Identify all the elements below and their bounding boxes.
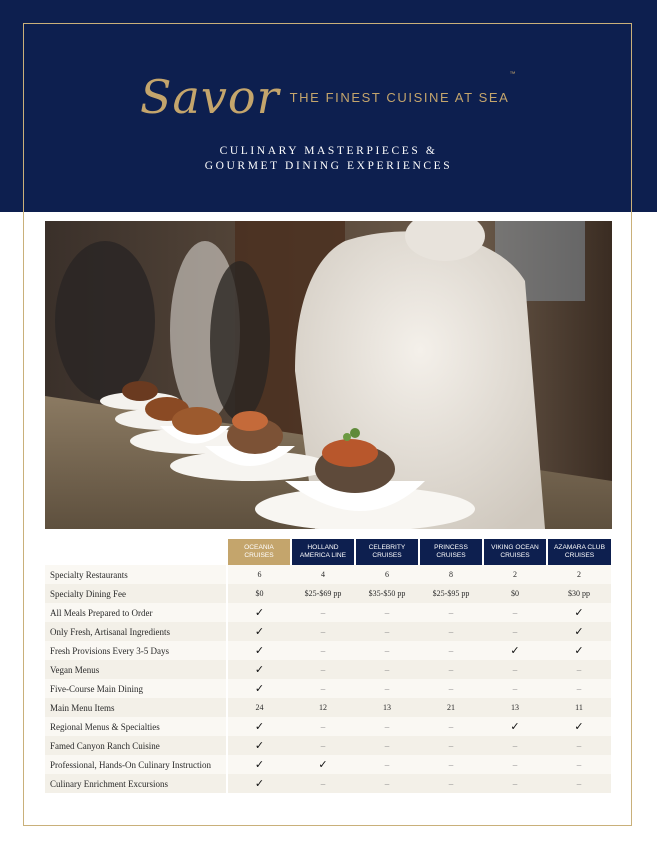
table-cell [483,565,547,584]
table-cell [355,774,419,793]
table-cell [355,584,419,603]
column-header-line2: CRUISES [372,552,402,559]
table-cell [227,641,291,660]
row-label: Vegan Menus [45,660,227,679]
checkmark-icon: ✓ [254,606,265,619]
row-label: Specialty Restaurants [45,565,227,584]
dash-mark: – [448,645,454,656]
chef-plating-illustration [45,221,612,529]
table-cell [355,736,419,755]
dash-mark: – [320,645,326,656]
column-header-line1: CELEBRITY [368,544,406,551]
table-cell [483,774,547,793]
dash-mark: – [320,607,326,618]
cell-value: 24 [255,703,264,712]
cell-value: 4 [321,570,325,579]
dash-mark: – [576,664,582,675]
cell-value: 11 [575,703,583,712]
dash-mark: – [512,740,518,751]
subtitle-line-2: GOURMET DINING EXPERIENCES [204,160,453,172]
checkmark-icon: ✓ [254,739,265,752]
dash-mark: – [448,721,454,732]
cell-value: $0 [511,589,519,598]
table-cell [419,774,483,793]
dash-mark: – [576,740,582,751]
column-header [547,539,611,565]
table-cell [291,679,355,698]
column-header-line2: CRUISES [500,552,530,559]
table-cell [547,584,611,603]
dash-mark: – [448,759,454,770]
table-cell [419,603,483,622]
column-header-line2: CRUISES [436,552,466,559]
dash-mark: – [448,683,454,694]
table-cell [419,641,483,660]
table-cell [547,641,611,660]
checkmark-icon: ✓ [510,720,520,733]
table-cell [227,660,291,679]
tagline-text: THE FINEST CUISINE AT SEA [289,89,510,105]
dash-mark: – [320,778,326,789]
table-cell [419,698,483,717]
dash-mark: – [384,683,390,694]
checkmark-icon: ✓ [254,663,265,676]
dash-mark: – [448,664,454,675]
checkmark-icon: ✓ [510,644,520,657]
checkmark-icon: ✓ [574,720,584,733]
table-cell [547,755,611,774]
table-cell [419,679,483,698]
cell-value: 21 [447,703,455,712]
table-cell [419,584,483,603]
dash-mark: – [384,664,390,675]
table-cell [547,565,611,584]
column-header-line1: HOLLAND [307,544,339,551]
row-label: All Meals Prepared to Order [45,603,227,622]
column-header-line1: PRINCESS [434,544,468,551]
table-cell [483,660,547,679]
column-header [419,539,483,565]
table-cell [355,698,419,717]
column-header-line2: CRUISES [244,552,274,559]
table-cell [355,622,419,641]
dash-mark: – [320,721,326,732]
dash-mark: – [512,664,518,675]
checkmark-icon: ✓ [254,682,265,695]
table-cell [547,622,611,641]
table-cell [227,679,291,698]
table-cell [227,755,291,774]
dash-mark: – [448,778,454,789]
table-row [45,641,611,660]
checkmark-icon: ✓ [254,644,265,657]
table-cell [419,717,483,736]
dash-mark: – [576,759,582,770]
table-cell [355,565,419,584]
cell-value: $30 pp [568,589,590,598]
dash-mark: – [512,607,518,618]
brand-lockup [0,70,657,124]
table-cell [227,622,291,641]
dash-mark: – [384,645,390,656]
subtitle-line-1: CULINARY MASTERPIECES & [219,145,438,157]
table-cell [227,565,291,584]
table-cell [547,603,611,622]
table-cell [547,679,611,698]
dash-mark: – [448,607,454,618]
cell-value: $25-$95 pp [432,589,470,598]
checkmark-icon: ✓ [254,720,265,733]
table-cell [483,679,547,698]
dash-mark: – [512,778,518,789]
brand-tagline [289,70,518,105]
table-body [45,565,611,793]
table-cell [483,641,547,660]
table-cell [483,584,547,603]
dash-mark: – [384,721,390,732]
row-label: Professional, Hands-On Culinary Instruction [45,755,227,774]
table-cell [355,717,419,736]
checkmark-icon: ✓ [318,758,328,771]
header-blank-cell [45,539,227,565]
table-cell [547,660,611,679]
cruise-comparison-table [45,539,611,793]
table-cell [291,584,355,603]
cell-value: 8 [449,570,453,579]
checkmark-icon: ✓ [254,625,265,638]
dash-mark: – [512,759,518,770]
row-label: Main Menu Items [45,698,227,717]
table-cell [355,679,419,698]
trademark-symbol: ™ [509,70,518,77]
cell-value: $35-$50 pp [368,589,406,598]
column-header [483,539,547,565]
table-cell [227,584,291,603]
table-cell [291,717,355,736]
table-cell [227,774,291,793]
column-header-line1: VIKING OCEAN [491,544,539,551]
dash-mark: – [576,778,582,789]
table-row [45,660,611,679]
dash-mark: – [320,740,326,751]
table-row [45,622,611,641]
column-header-line2: CRUISES [564,552,595,559]
cell-value: 6 [385,570,389,579]
cell-value: 2 [577,570,581,579]
column-header [291,539,355,565]
table-cell [291,641,355,660]
column-header-line2: AMERICA LINE [299,552,347,559]
page-subtitle [0,144,657,174]
table-cell [419,660,483,679]
table-cell [291,603,355,622]
table-row [45,755,611,774]
table-cell [291,565,355,584]
table-row [45,736,611,755]
dash-mark: – [384,759,390,770]
table-cell [483,622,547,641]
checkmark-icon: ✓ [574,625,584,638]
dash-mark: – [320,626,326,637]
dash-mark: – [384,740,390,751]
row-label: Specialty Dining Fee [45,584,227,603]
table-cell [291,622,355,641]
table-row [45,774,611,793]
table-cell [483,736,547,755]
table-cell [291,698,355,717]
table-cell [419,565,483,584]
table-row [45,679,611,698]
row-label: Only Fresh, Artisanal Ingredients [45,622,227,641]
table-row [45,698,611,717]
column-header [227,539,291,565]
table-row [45,603,611,622]
table-cell [291,774,355,793]
cell-value: 13 [511,703,519,712]
dash-mark: – [576,683,582,694]
table-header-row [45,539,611,565]
table-cell [291,736,355,755]
table-cell [419,622,483,641]
cell-value: $25-$69 pp [304,589,342,598]
table-cell [547,774,611,793]
table-row [45,584,611,603]
table-cell [547,698,611,717]
dash-mark: – [384,626,390,637]
row-label: Five-Course Main Dining [45,679,227,698]
row-label: Regional Menus & Specialties [45,717,227,736]
table-cell [547,717,611,736]
cell-value: 13 [383,703,391,712]
column-header-line1: OCEANIA [244,544,274,551]
column-header-line1: AZAMARA CLUB [554,544,605,551]
table-cell [483,755,547,774]
table-cell [355,755,419,774]
checkmark-icon: ✓ [254,777,265,790]
row-label: Fresh Provisions Every 3-5 Days [45,641,227,660]
dash-mark: – [384,607,390,618]
table-row [45,717,611,736]
dash-mark: – [512,683,518,694]
table-cell [419,736,483,755]
table-cell [483,698,547,717]
table-cell [227,603,291,622]
table-cell [355,641,419,660]
table-cell [483,717,547,736]
checkmark-icon: ✓ [254,758,265,771]
table-cell [291,755,355,774]
column-header [355,539,419,565]
checkmark-icon: ✓ [574,606,584,619]
dash-mark: – [512,626,518,637]
row-label: Culinary Enrichment Excursions [45,774,227,793]
table-cell [419,755,483,774]
cell-value: 12 [319,703,327,712]
cell-value: $0 [255,589,264,598]
dash-mark: – [320,683,326,694]
dash-mark: – [384,778,390,789]
table-cell [355,603,419,622]
dash-mark: – [320,664,326,675]
row-label: Famed Canyon Ranch Cuisine [45,736,227,755]
dash-mark: – [448,626,454,637]
table-row [45,565,611,584]
table-cell [355,660,419,679]
table-cell [291,660,355,679]
savor-logo-script: Savor [139,70,280,124]
table-cell [227,717,291,736]
table-cell [227,698,291,717]
table-cell [483,603,547,622]
table-cell [227,736,291,755]
table-cell [547,736,611,755]
chef-plating-photo [45,221,612,529]
checkmark-icon: ✓ [574,644,584,657]
cell-value: 2 [513,570,517,579]
cell-value: 6 [257,570,262,579]
dash-mark: – [448,740,454,751]
